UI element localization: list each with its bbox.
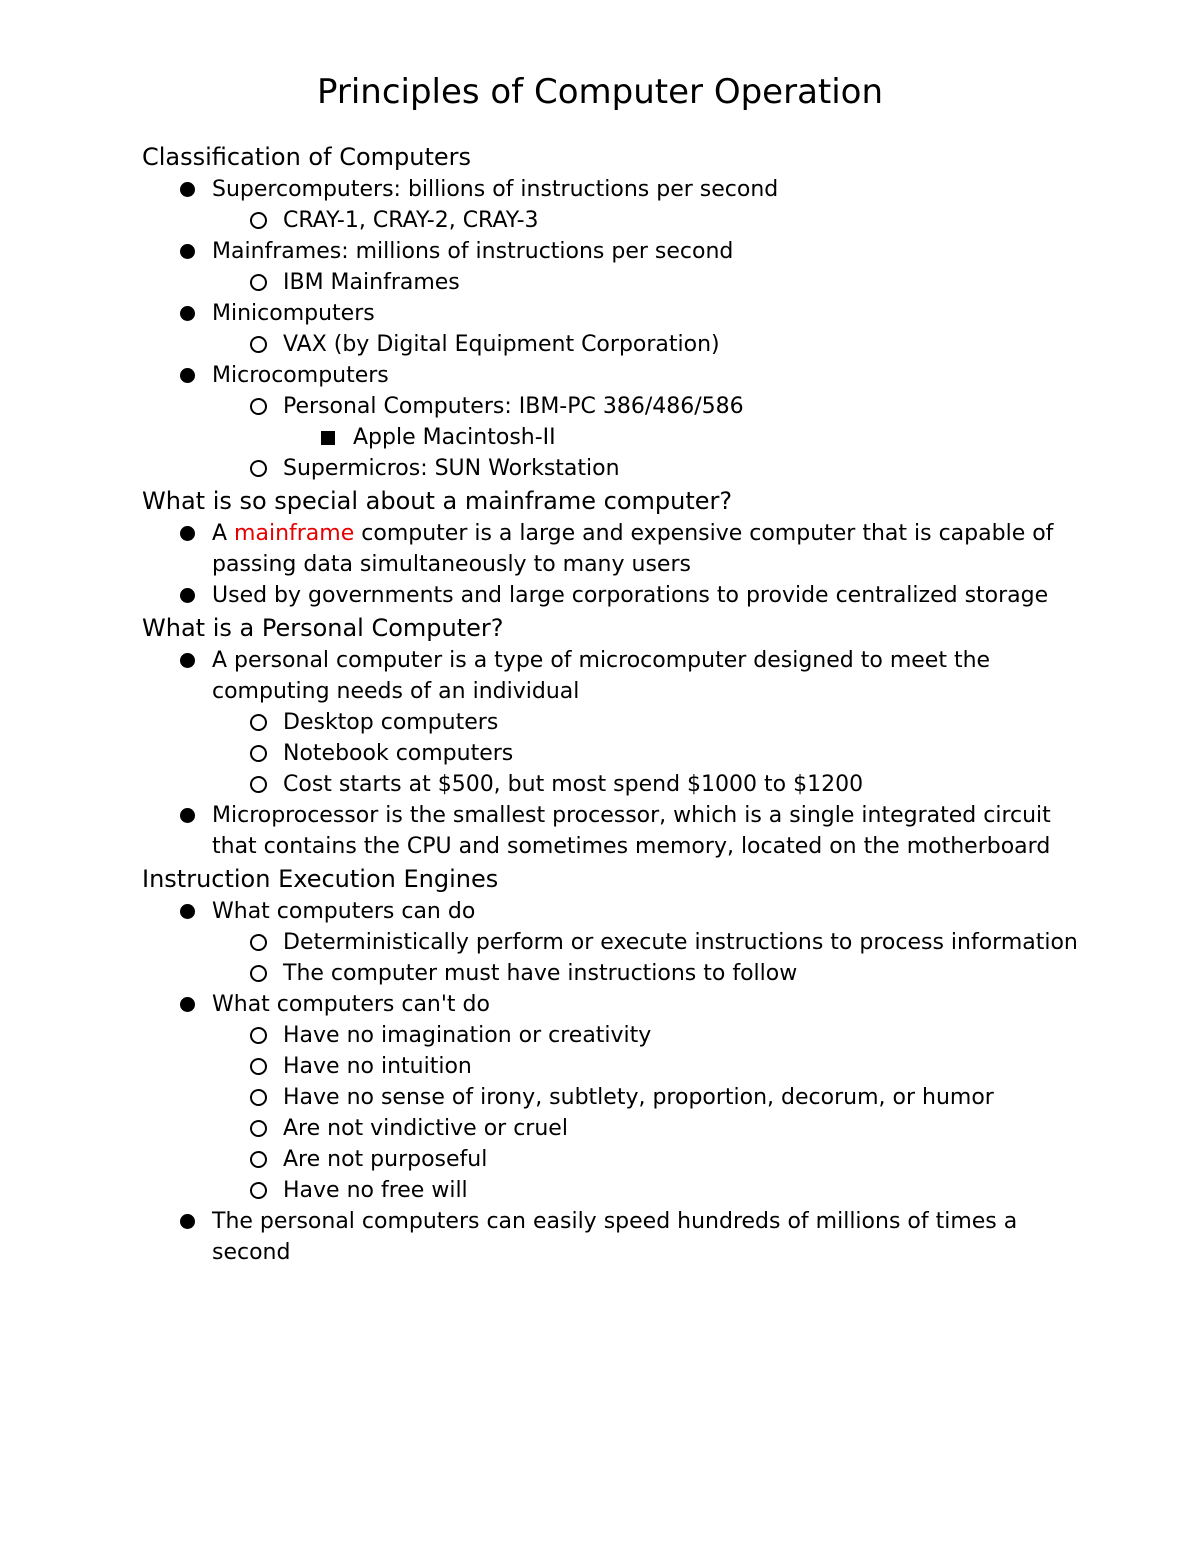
hollow-bullet-icon: [247, 1113, 269, 1144]
list-item: CRAY-1, CRAY-2, CRAY-3: [142, 205, 1102, 236]
hollow-bullet-icon: [247, 769, 269, 800]
filled-bullet-icon: [176, 174, 198, 205]
hollow-bullet-icon: [247, 205, 269, 236]
list-item: A personal computer is a type of microcomputer designed to meet the computing needs of an individual: [142, 645, 1102, 707]
hollow-bullet-icon: [247, 707, 269, 738]
hollow-bullet-icon: [247, 1051, 269, 1082]
filled-bullet-icon: [176, 645, 198, 676]
list-item: Supercomputers: billions of instructions per second: [142, 174, 1102, 205]
hollow-bullet-icon: [247, 453, 269, 484]
hollow-bullet-icon: [247, 738, 269, 769]
bullet-list: [142, 896, 1102, 1268]
hollow-bullet-icon: [247, 267, 269, 298]
list-item: Microprocessor is the smallest processor, which is a single integrated circuit that contains the CPU and sometimes memory, located on the motherboard: [142, 800, 1102, 862]
filled-bullet-icon: [176, 800, 198, 831]
list-item: VAX (by Digital Equipment Corporation): [142, 329, 1102, 360]
list-item: Personal Computers: IBM-PC 386/486/586: [142, 391, 1102, 422]
list-item: Used by governments and large corporations to provide centralized storage: [142, 580, 1102, 611]
list-item: Are not purposeful: [142, 1144, 1102, 1175]
filled-bullet-icon: [176, 236, 198, 267]
list-item: Notebook computers: [142, 738, 1102, 769]
filled-bullet-icon: [176, 989, 198, 1020]
list-item: Have no intuition: [142, 1051, 1102, 1082]
highlighted-term: mainframe: [234, 521, 355, 546]
list-item: Supermicros: SUN Workstation: [142, 453, 1102, 484]
hollow-bullet-icon: [247, 958, 269, 989]
section-heading: Classification of Computers: [142, 143, 472, 171]
bullet-list: [142, 518, 1102, 611]
list-item: IBM Mainframes: [142, 267, 1102, 298]
bullet-list: [142, 174, 1102, 484]
filled-bullet-icon: [176, 580, 198, 611]
hollow-bullet-icon: [247, 391, 269, 422]
list-item: Deterministically perform or execute instructions to process information: [142, 927, 1102, 958]
list-item: Cost starts at $500, but most spend $1000 to $1200: [142, 769, 1102, 800]
hollow-bullet-icon: [247, 1020, 269, 1051]
section-heading: Instruction Execution Engines: [142, 865, 499, 893]
hollow-bullet-icon: [247, 1175, 269, 1206]
list-item: Have no sense of irony, subtlety, proportion, decorum, or humor: [142, 1082, 1102, 1113]
list-item: Have no free will: [142, 1175, 1102, 1206]
hollow-bullet-icon: [247, 1082, 269, 1113]
list-item: Desktop computers: [142, 707, 1102, 738]
bullet-list: [142, 645, 1102, 862]
list-item: What computers can do: [142, 896, 1102, 927]
filled-bullet-icon: [176, 360, 198, 391]
list-item: Mainframes: millions of instructions per second: [142, 236, 1102, 267]
filled-bullet-icon: [176, 298, 198, 329]
list-item: A mainframe computer is a large and expensive computer that is capable of passing data simultaneously to many users: [142, 518, 1102, 580]
list-item: Have no imagination or creativity: [142, 1020, 1102, 1051]
hollow-bullet-icon: [247, 1144, 269, 1175]
list-item: Microcomputers: [142, 360, 1102, 391]
document-body: [142, 140, 1102, 1268]
filled-bullet-icon: [176, 518, 198, 549]
list-item: Minicomputers: [142, 298, 1102, 329]
hollow-bullet-icon: [247, 329, 269, 360]
square-bullet-icon: [317, 422, 339, 453]
hollow-bullet-icon: [247, 927, 269, 958]
section-heading: What is so special about a mainframe computer?: [142, 487, 733, 515]
list-item: Are not vindictive or cruel: [142, 1113, 1102, 1144]
filled-bullet-icon: [176, 1206, 198, 1237]
page-title: Principles of Computer Operation: [316, 72, 884, 112]
section-heading: What is a Personal Computer?: [142, 614, 504, 642]
list-item: The computer must have instructions to follow: [142, 958, 1102, 989]
list-item: Apple Macintosh-II: [142, 422, 1102, 453]
filled-bullet-icon: [176, 896, 198, 927]
list-item: The personal computers can easily speed hundreds of millions of times a second: [142, 1206, 1102, 1268]
list-item: What computers can't do: [142, 989, 1102, 1020]
